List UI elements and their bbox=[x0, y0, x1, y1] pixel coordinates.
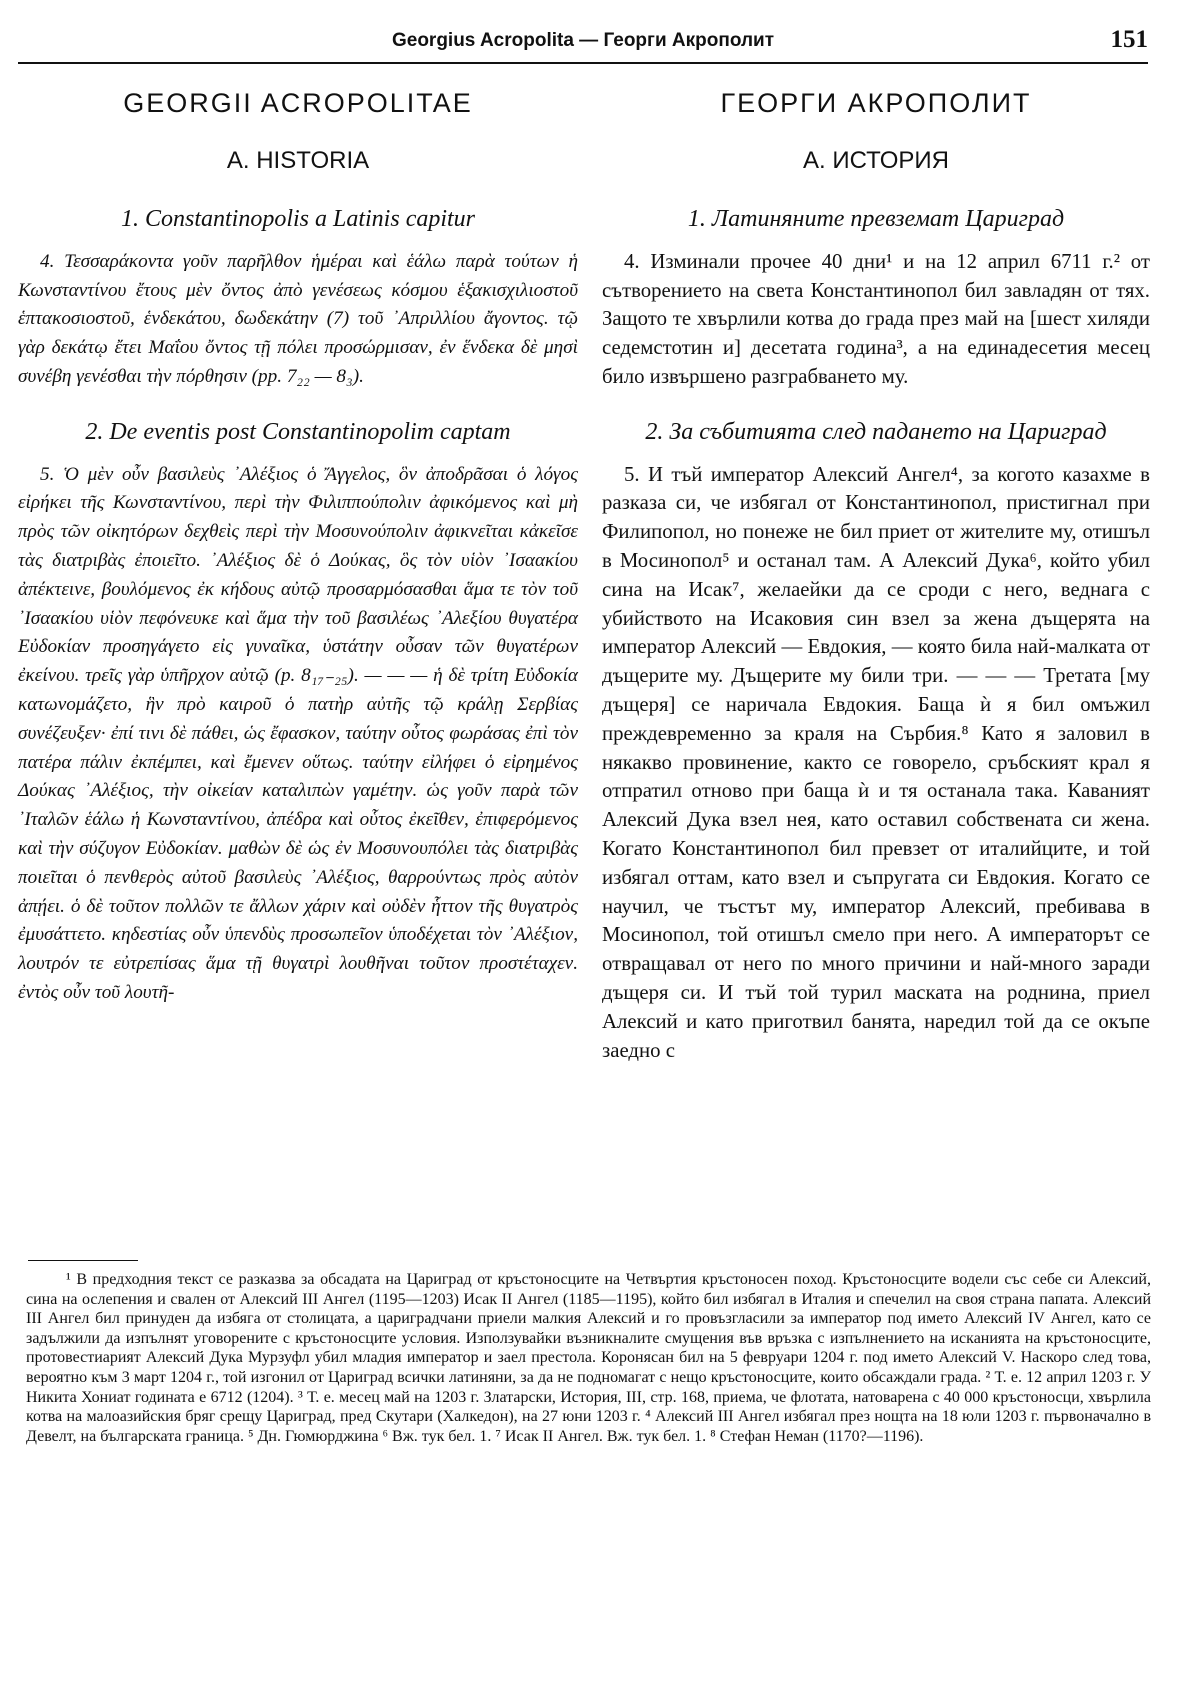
footnotes: ¹ В предходния текст се разказва за обсадата на Цариград от кръстоносците на Четвъртия кръстоносен поход. Кръстоносците водели със себе си Алексий, сина на ослепения и свален от Алексий III Ангел (1195—1203) Исак II Ангел (1185—1195), който бил избягал в Италия и спечелил на своя страна папата. Алексий III Ангел бил принуден да избяга от столицата, а цариградчани приели малкия Алексий и го провъзгласили за император под името Алексий IV Ангел, като се задължили да изпълнят уговорените с кръстоносците условия. Използувайки възникналите смущения във връзка с изпълнението на исканията на кръстоносците, протовестиарият Алексий Дука Мурзуфл убил младия император и заел престола. Коронясан бил на 5 февруари 1204 г. под името Алексий V. Наскоро след това, вероятно към 3 март 1204 г., той изгонил от Цариград всички латиняни, за да не подномагат с нещо кръстоносците, които обсаждали града. ² Т. е. 12 април 1203 г. У Никита Хониат годината е 6712 (1204). ³ Т. е. месец май на 1203 г. Златарски, История, III, стр. 168, приема, че флотата, натоварена с 40 000 кръстоносци, хвърлила котва на малоазийския бряг срещу Цариград, пред Скутари (Халкедон), на 27 юни 1203 г. ⁴ Алексий III Ангел избягал през нощта на 18 юли 1203 г. първоначално в Девелт, на българската граница. ⁵ Дн. Гюмюрджина ⁶ Вж. тук бел. 1. ⁷ Исак II Ангел. Вж. тук бел. 1. ⁸ Стефан Неман (1170?—1196). bbox=[26, 1271, 1151, 1445]
footnote-rule bbox=[28, 1260, 138, 1261]
work-title-bulgarian: A. ИСТОРИЯ bbox=[803, 147, 949, 174]
work-title-latin: A. HISTORIA bbox=[226, 147, 370, 174]
page-number: 151 bbox=[1110, 26, 1148, 53]
section-2-text-bulgarian: 5. И тъй император Алексий Ангел⁴, за когото казахме в разказа си, че избягал от Константинопол, пристигнал при Филипопол, но понеже не бил приет от жителите му, отишъл в Мосинопол⁵ и останал там. А Алексий Дука⁶, който убил сина на Исак⁷, желаейки да се сроди с него, веднага с убийството на Исаковия син взел за жена дъщерята на император Алексий — Евдокия, — която била най-малката от дъщерите му. Дъщерите му били три. — — — Третата [му дъщеря] се наричала Евдокия. Баща ѝ я бил омъжил преждевременно за краля на Сърбия.⁸ Като я заловил в някакво провинение, както се говорело, сръбският крал я отпратил отново при баща ѝ и тя останала така. Каваният Алексий Дука взел нея, като оставил собствената си жена. Когато Константинопол бил превзет от италийците, и той избягал оттам, като взел и съпругата си Евдокия. Когато се научил, че тъстът му, император Алексий, пребивава в Мосинопол, той отишъл смело при него. А императорът се отвращавал от него по много причини и най-много заради дъщеря си. И тъй той турил маската на роднина, приел Алексий и като приготвил банята, наредил той да се окъпе заедно с bbox=[602, 462, 1150, 1062]
section-1-title-latin: 1. Constantinopolis a Latinis capitur bbox=[120, 206, 476, 232]
author-title-bulgarian: ГЕОРГИ АКРОПОЛИТ bbox=[720, 88, 1032, 118]
section-2-title-latin: 2. De eventis post Constantinopolim captam bbox=[85, 418, 511, 445]
bulgarian-column bbox=[602, 70, 1150, 1065]
section-1-text-bulgarian: 4. Изминали прочее 40 дни¹ и на 12 април 6711 г.² от сътворението на света Константинопол бил завладян от тях. Защото те хвърлили котва до града през май на [шест хиляди седемстотин и] десетата година³, а на единадесетия месец било извършено разграбването му. bbox=[602, 249, 1150, 388]
section-1-title-bulgarian: 1. Латиняните превземат Цариград bbox=[687, 206, 1065, 232]
running-head bbox=[18, 18, 1148, 64]
section-2-text-greek: 5. Ὁ μὲν οὖν βασιλεὺς ᾿Αλέξιος ὁ Ἄγγελος, ὃν ἀποδρᾶσαι ὁ λόγος εἰρήκει τῆς Κωνσταντίνου, περὶ τὴν Φιλιππούπολιν ἀφικόμενος καὶ μὴ πρὸς τῶν οἰκητόρων δεχθεὶς περὶ τὴν Μοσυνούπολιν ἀφικνεῖται κἀκεῖσε τὰς διατριβὰς ἐποιεῖτο. ᾿Αλέξιος δὲ ὁ Δούκας, ὃς τὸν υἱὸν ᾿Ισαακίου ἀπέκτεινε, βουλόμενος ἐκ κήδους αὐτῷ προσαρμόσασθαι ἅμα τε τὸν τοῦ ᾿Ισαακίου υἱὸν πεφόνευκε καὶ ἅμα τὴν τοῦ βασιλέως ᾿Αλεξίου θυγατέρα Εὐδοκίαν προσηγάγετο εἰς γυναῖκα, ὑστάτην οὖσαν τῶν θυγατέρων ἐκείνου. τρεῖς γὰρ ὑπῆρχον αὐτῷ (p. 8₁₇₋₂₅). — — — ἡ δὲ τρίτη Εὐδοκία κατωνομάζετο, ἣν πρὸ καιροῦ ὁ πατὴρ αὐτῆς τῷ κράλῃ Σερβίας συνέζευξεν· ἐπί τινι δὲ πάθει, ὡς ἔφασκον, ταύτην οὗτος φωράσας ἐπὶ τὸν πατέρα πάλιν ἐκπέμπει, καὶ ἔμενεν οὕτως. ταύτην εἰλήφει ὁ εἰρημένος Δούκας ᾿Αλέξιος, τὴν οἰκείαν καταλιπὼν γαμέτην. ὡς γοῦν παρὰ τῶν ᾿Ιταλῶν ἑάλω ἡ Κωνσταντίνου, ἀπέδρα καὶ οὗτος ἐκεῖθεν, ἐπιφερόμενος καὶ τὴν σύζυγον Εὐδοκίαν. μαθὼν δὲ ὡς ἐν Μοσυνουπόλει τὰς διατριβὰς ποιεῖται ὁ πενθερὸς αὐτοῦ βασιλεὺς ᾿Αλέξιος, θαρρούντως πρὸς αὐτὸν ἀπῄει. ὁ δὲ τοῦτον πολλῶν τε ἄλλων χάριν καὶ οὐδὲν ἧττον τῆς θυγατρὸς ἐμυσάττετο. κηδεστίας οὖν ὑπενδὺς προσωπεῖον ὑποδέχεται τὸν ᾿Αλέξιον, λουτρόν τε εὐτρεπίσας ἅμα τῇ θυγατρὶ λουθῆναι τοῦτον προστέταχεν. ἐντὸς οὖν τοῦ λουτῆ- bbox=[18, 463, 578, 1003]
section-2-title-bulgarian: 2. За събитията след падането на Цариград bbox=[645, 418, 1107, 445]
author-title-latin: GEORGII ACROPOLITAE bbox=[123, 88, 473, 118]
section-1-text-greek: 4. Τεσσαράκοντα γοῦν παρῆλθον ἡμέραι καὶ ἑάλω παρὰ τούτων ἡ Κωνσταντίνου ἔτους μὲν ὄντος ἀπὸ γενέσεως κόσμου ἑξακισχιλιοστοῦ ἑπτακοσιοστοῦ, ἑνδεκάτου, δωδεκάτην (7) τοῦ ᾿Απριλλίου ἄγοντος. τῷ γὰρ δεκάτῳ ἔτει Μαΐου ὄντος τῇ πόλει προσώρμισαν, ἐν ἕνδεκα δὲ μησὶ συνέβη γενέσθαι τὴν πόρθησιν (pp. 7₂₂ — 8₃). bbox=[18, 250, 578, 387]
latin-greek-column bbox=[18, 70, 578, 1008]
running-title: Georgius Acropolita — Георги Акрополит bbox=[391, 30, 775, 51]
